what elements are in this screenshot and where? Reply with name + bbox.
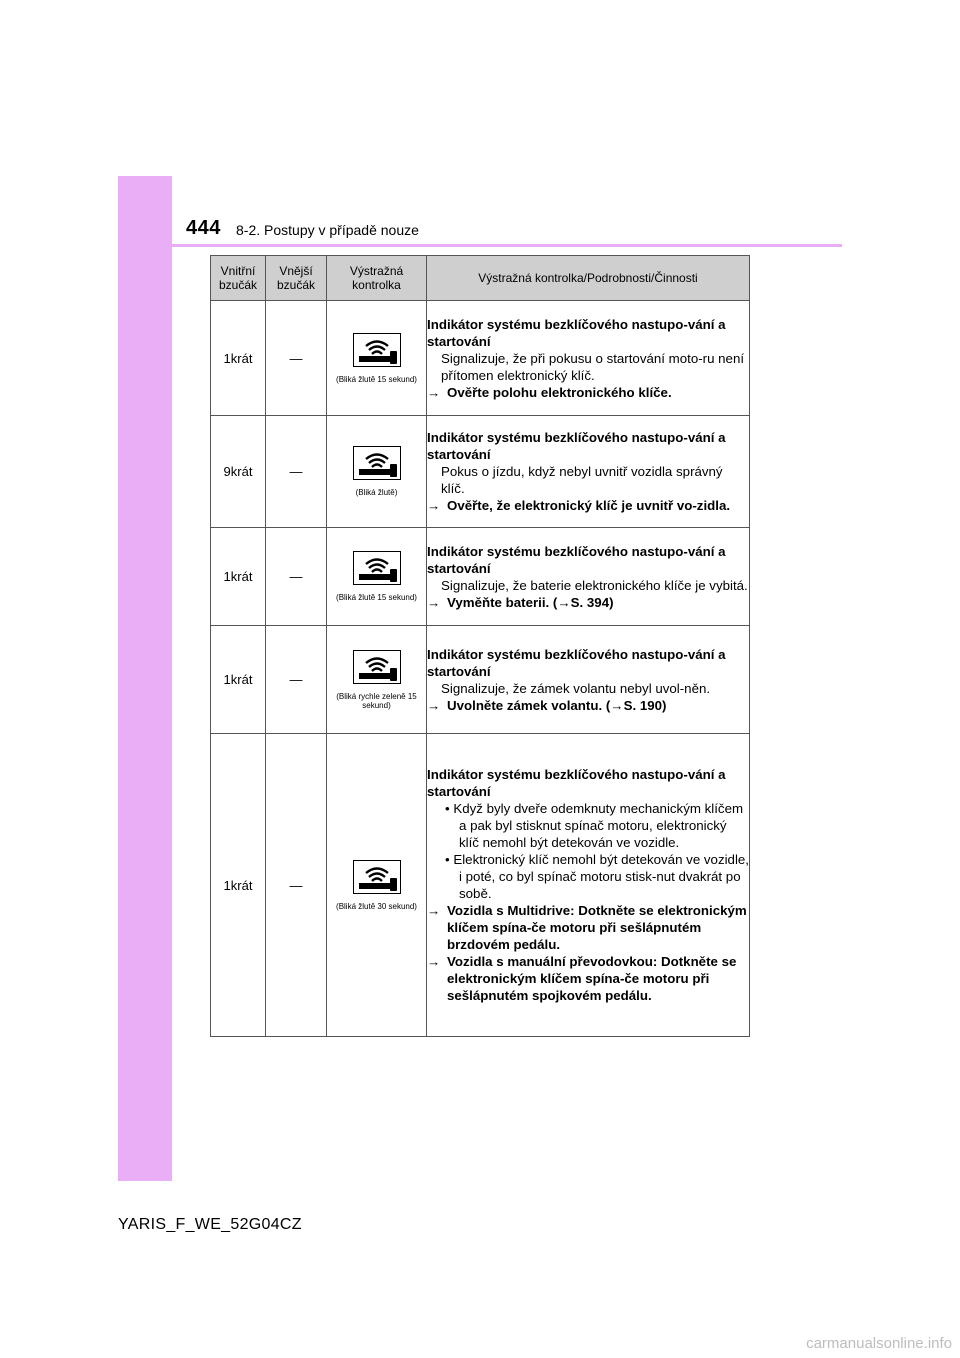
indicator-caption: (Bliká žlutě) [355, 488, 398, 497]
table-row [211, 734, 750, 1037]
external-buzzer-cell: — [266, 626, 327, 734]
detail-action [427, 594, 749, 611]
indicator-box [353, 333, 401, 367]
arrow-icon: → [427, 697, 441, 713]
detail-title: Indikátor systému bezklíčového nastupo-vání a startování [427, 543, 726, 576]
indicator-box [353, 650, 401, 684]
indicator-cell [327, 301, 427, 416]
key-indicator-icon [354, 447, 400, 479]
header-indicator: Výstražná kontrolka [327, 256, 427, 301]
table-row [211, 416, 750, 528]
bullet-icon: • [445, 852, 450, 867]
indicator-caption: (Bliká žlutě 15 sekund) [336, 593, 417, 602]
detail-action [427, 497, 749, 514]
detail-action [427, 384, 749, 401]
watermark: carmanualsonline.info [806, 1335, 952, 1352]
detail-bullet [427, 800, 749, 851]
action-text: Vyměňte baterii. (→S. 394) [447, 594, 614, 610]
internal-buzzer-cell: 1krát [211, 734, 266, 1037]
detail-title: Indikátor systému bezklíčového nastupo-vání a startování [427, 767, 726, 799]
internal-buzzer-cell: 1krát [211, 301, 266, 416]
arrow-icon: → [427, 903, 441, 918]
indicator-box [353, 551, 401, 585]
detail-bullet [427, 851, 749, 902]
indicator-caption: (Bliká žlutě 15 sekund) [336, 374, 417, 384]
section-title: 8-2. Postupy v případě nouze [236, 222, 419, 238]
bullet-icon: • [445, 801, 450, 816]
header-external-buzzer: Vnější bzučák [266, 256, 327, 301]
side-tab-bar [118, 176, 172, 1181]
indicator-cell [327, 734, 427, 1037]
arrow-icon: → [427, 954, 441, 969]
arrow-icon: → [427, 594, 441, 610]
indicator-box [353, 446, 401, 480]
action-text: Vozidla s Multidrive: Dotkněte se elektronickým klíčem spína-če motoru při sešlápnutém brzdovém pedálu. [447, 903, 747, 952]
indicator-cell [327, 528, 427, 626]
indicator-cell [327, 626, 427, 734]
detail-action [427, 902, 749, 953]
arrow-icon: → [427, 384, 441, 400]
internal-buzzer-cell: 1krát [211, 528, 266, 626]
internal-buzzer-cell: 9krát [211, 416, 266, 528]
warning-table [210, 255, 750, 1037]
details-cell [427, 528, 750, 626]
detail-title: Indikátor systému bezklíčového nastupo-vání a startování [427, 316, 726, 349]
bullet-text: Elektronický klíč nemohl být detekován ve vozidle, i poté, co byl spínač motoru stisk-nut dvakrát po sobě. [453, 852, 749, 901]
detail-title: Indikátor systému bezklíčového nastupo-vání a startování [427, 430, 726, 462]
bullet-text: Když byly dveře odemknuty mechanickým klíčem a pak byl stisknut spínač motoru, elektronický klíč nemohl být detekován ve vozidle. [453, 801, 744, 850]
action-text: Ověřte polohu elektronického klíče. [447, 384, 672, 400]
table-header-row [211, 256, 750, 301]
detail-title: Indikátor systému bezklíčového nastupo-vání a startování [427, 646, 726, 679]
external-buzzer-cell: — [266, 528, 327, 626]
key-indicator-icon [354, 552, 400, 584]
detail-action [427, 953, 749, 1004]
detail-action [427, 697, 749, 714]
page-number: 444 [186, 217, 221, 239]
action-text: Vozidla s manuální převodovkou: Dotkněte se elektronickým klíčem spína-če motoru při sešlápnutém spojkovém pedálu. [447, 954, 737, 1003]
indicator-box [353, 860, 401, 894]
arrow-icon: → [427, 498, 441, 513]
details-cell [427, 301, 750, 416]
detail-text: Signalizuje, že při pokusu o startování moto-ru není přítomen elektronický klíč. [441, 350, 745, 383]
detail-text: Signalizuje, že baterie elektronického klíče je vybitá. [441, 577, 748, 593]
external-buzzer-cell: — [266, 416, 327, 528]
details-cell [427, 626, 750, 734]
indicator-cell [327, 416, 427, 528]
header-internal-buzzer: Vnitřní bzučák [211, 256, 266, 301]
action-text: Uvolněte zámek volantu. (→S. 190) [447, 697, 667, 713]
table-row [211, 528, 750, 626]
indicator-caption: (Bliká rychle zeleně 15 sekund) [336, 691, 417, 710]
key-indicator-icon [354, 651, 400, 683]
header-details: Výstražná kontrolka/Podrobnosti/Činnosti [427, 256, 750, 301]
header-rule [172, 244, 842, 247]
details-cell [427, 416, 750, 528]
indicator-caption: (Bliká žlutě 30 sekund) [336, 901, 417, 911]
key-indicator-icon [354, 861, 400, 893]
table-row [211, 301, 750, 416]
detail-text: Signalizuje, že zámek volantu nebyl uvol-něn. [441, 680, 711, 696]
key-indicator-icon [354, 334, 400, 366]
external-buzzer-cell: — [266, 301, 327, 416]
internal-buzzer-cell: 1krát [211, 626, 266, 734]
table-row [211, 626, 750, 734]
detail-text: Pokus o jízdu, když nebyl uvnitř vozidla správný klíč. [441, 464, 723, 496]
action-text: Ověřte, že elektronický klíč je uvnitř vo-zidla. [447, 498, 731, 513]
external-buzzer-cell: — [266, 734, 327, 1037]
details-cell [427, 734, 750, 1037]
model-code: YARIS_F_WE_52G04CZ [118, 1216, 302, 1233]
